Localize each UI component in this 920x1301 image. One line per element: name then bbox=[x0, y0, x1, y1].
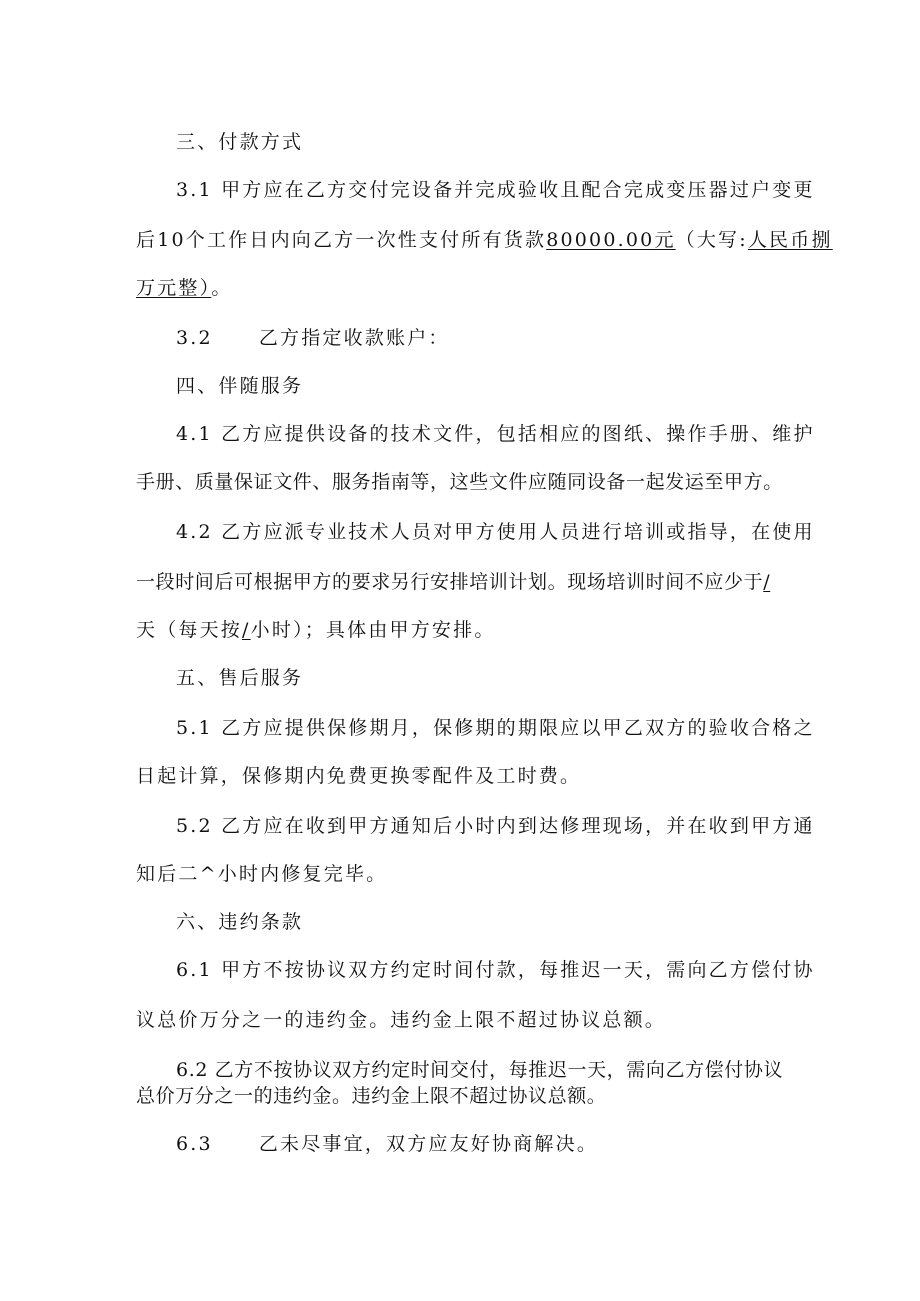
training-days-blank: / bbox=[763, 571, 771, 593]
clause-3-2-text: 乙方指定收款账户： bbox=[258, 327, 450, 349]
clause-3-1-line-1 bbox=[176, 178, 836, 202]
clause-3-1-end: 。 bbox=[211, 277, 233, 299]
clause-6-3-text: 乙未尽事宜，双方应友好协商解决。 bbox=[258, 1133, 599, 1155]
amount-words-part-b: 万元整） bbox=[136, 277, 212, 299]
clause-3-1-line-3 bbox=[136, 276, 796, 300]
clause-4-2-line-1 bbox=[176, 520, 836, 544]
section-3-heading: 三、付款方式 bbox=[176, 131, 304, 153]
clause-4-2-text-3a: 天（每天按 bbox=[136, 619, 243, 641]
clause-4-2-label: 4.2 bbox=[176, 521, 213, 543]
section-5-heading: 五、售后服务 bbox=[176, 667, 304, 689]
clause-5-2-line-2: 知后二^小时内修复完毕。 bbox=[136, 863, 388, 885]
amount-words-prefix: （大写: bbox=[675, 229, 748, 251]
section-6-heading: 六、违约条款 bbox=[176, 911, 304, 933]
clause-6-3 bbox=[176, 1132, 836, 1156]
training-hours-blank: / bbox=[242, 619, 251, 641]
clause-4-2-text-3b: 小时）；具体由甲方安排。 bbox=[250, 619, 496, 641]
clause-6-1-line-2: 议总价万分之一的违约金。违约金上限不超过协议总额。 bbox=[136, 1009, 667, 1031]
clause-3-2 bbox=[176, 326, 836, 350]
clause-4-1-line-2: 手册、质量保证文件、服务指南等，这些文件应随同设备一起发运至甲方。 bbox=[136, 471, 783, 493]
clause-6-2-text-1: 乙方不按协议双方约定时间交付，每推迟一天，需向乙方偿付协议 bbox=[214, 1059, 784, 1081]
clause-6-1-line-1 bbox=[176, 958, 836, 982]
clause-4-2-line-2 bbox=[136, 570, 796, 594]
clause-3-1-text-1: 甲方应在乙方交付完设备并完成验收且配合完成变压器过户变更 bbox=[221, 179, 815, 201]
clause-6-2-line-2: 总价万分之一的违约金。违约金上限不超过协议总额。 bbox=[136, 1085, 607, 1107]
clause-6-1-label: 6.1 bbox=[176, 959, 213, 981]
clause-6-2-label: 6.2 bbox=[176, 1059, 209, 1081]
clause-5-2-label: 5.2 bbox=[176, 815, 213, 837]
section-4-heading: 四、伴随服务 bbox=[176, 375, 304, 397]
clause-5-2-line-1 bbox=[176, 814, 836, 838]
clause-4-2-text-1: 乙方应派专业技术人员对甲方使用人员进行培训或指导，在使用 bbox=[221, 521, 815, 543]
clause-4-2-line-3 bbox=[136, 618, 796, 642]
clause-3-2-label: 3.2 bbox=[176, 327, 213, 349]
clause-6-1-text-1: 甲方不按协议双方约定时间付款，每推迟一天，需向乙方偿付协 bbox=[221, 959, 815, 981]
clause-5-1-line-1 bbox=[176, 716, 836, 740]
clause-5-1-label: 5.1 bbox=[176, 717, 213, 739]
clause-6-3-label: 6.3 bbox=[176, 1133, 213, 1155]
clause-5-1-line-2: 日起计算，保修期内免费更换零配件及工时费。 bbox=[136, 765, 582, 787]
clause-4-1-label: 4.1 bbox=[176, 423, 213, 445]
clause-4-1-text-1: 乙方应提供设备的技术文件，包括相应的图纸、操作手册、维护 bbox=[221, 423, 815, 445]
clause-5-2-text-1: 乙方应在收到甲方通知后小时内到达修理现场，并在收到甲方通 bbox=[221, 815, 815, 837]
clause-5-1-text-1: 乙方应提供保修期月，保修期的期限应以甲乙双方的验收合格之 bbox=[221, 717, 815, 739]
amount-words-part-a: 人民币捌 bbox=[747, 229, 833, 251]
clause-4-2-text-2: 一段时间后可根据甲方的要求另行安排培训计划。现场培训时间不应少于 bbox=[136, 571, 764, 593]
clause-3-1-line-2 bbox=[136, 228, 833, 252]
payment-amount: 80000.00元 bbox=[546, 229, 676, 251]
clause-4-1-line-1 bbox=[176, 422, 836, 446]
clause-3-1-text-2: 后10个工作日内向乙方一次性支付所有货款 bbox=[136, 229, 547, 251]
clause-3-1-label: 3.1 bbox=[176, 179, 213, 201]
clause-6-2-line-1 bbox=[176, 1058, 836, 1082]
